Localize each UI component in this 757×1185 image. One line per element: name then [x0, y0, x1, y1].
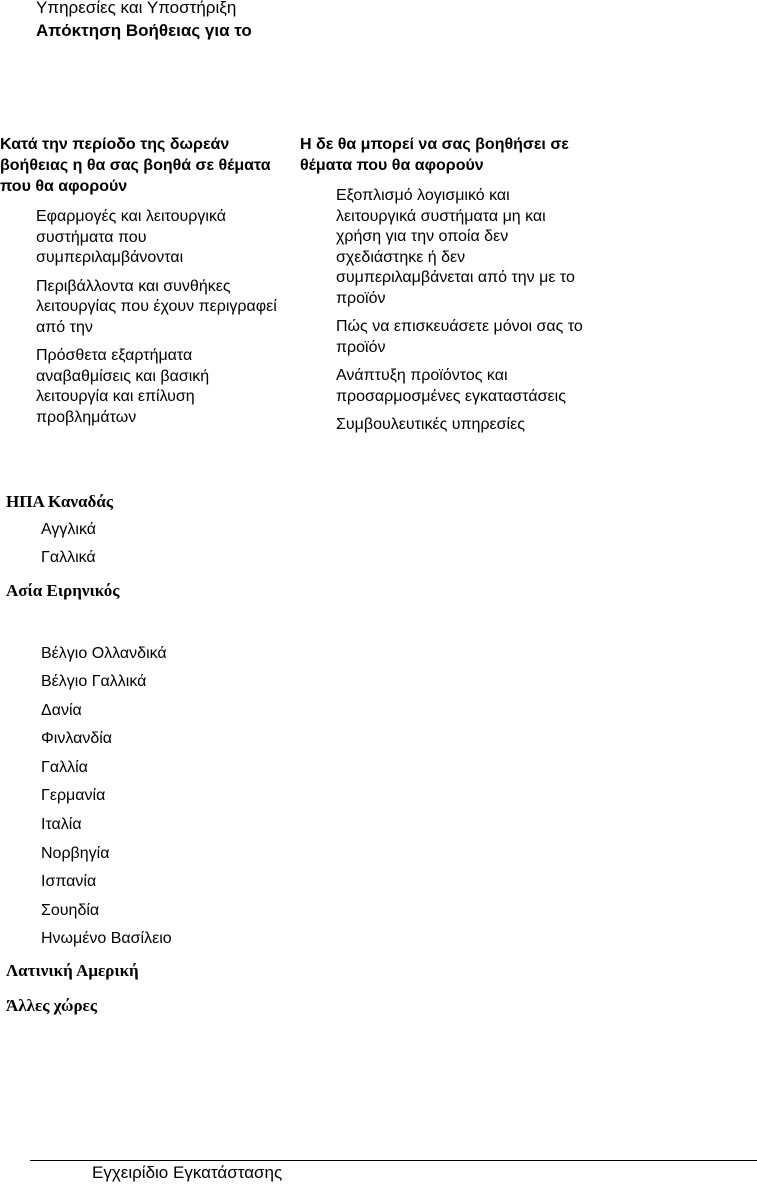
supported-topics-list — [0, 207, 285, 428]
country-belgium-french[interactable]: Βέλγιο Γαλλικά — [41, 673, 147, 690]
list-item: Εφαρμογές και λειτουργικά συστήματα που συμπεριλαμβάνονται — [36, 208, 226, 266]
supported-topics-column — [0, 134, 285, 436]
footer-title: Εγχειρίδιο Εγκατάστασης — [92, 1163, 283, 1182]
supported-topics-heading: Κατά την περίοδο της δωρεάν βοήθειας η θα σας βοηθά σε θέματα που θα αφορούν — [0, 136, 271, 195]
region-latin-america[interactable]: Λατινική Αμερική — [6, 961, 139, 980]
list-item: Ανάπτυξη προϊόντος και προσαρμοσμένες εγκαταστάσεις — [336, 367, 566, 405]
region-asia-pacific[interactable]: Ασία Ειρηνικός — [6, 581, 120, 600]
country-spain[interactable]: Ισπανία — [41, 873, 97, 890]
region-usa-canada[interactable]: ΗΠΑ Καναδάς — [6, 492, 113, 511]
country-france[interactable]: Γαλλία — [41, 759, 88, 776]
country-belgium-dutch[interactable]: Βέλγιο Ολλανδικά — [41, 645, 167, 662]
unsupported-topics-list — [300, 186, 590, 436]
country-denmark[interactable]: Δανία — [41, 702, 82, 719]
country-italy[interactable]: Ιταλία — [41, 816, 82, 833]
list-item: Πρόσθετα εξαρτήματα αναβαθμίσεις και βασική λειτουργία και επίλυση προβλημάτων — [36, 347, 210, 426]
language-english[interactable]: Αγγλικά — [41, 521, 96, 538]
list-item: Συμβουλευτικές υπηρεσίες — [336, 416, 525, 433]
country-sweden[interactable]: Σουηδία — [41, 902, 100, 919]
region-other-countries[interactable]: Άλλες χώρες — [6, 996, 97, 1015]
country-germany[interactable]: Γερμανία — [41, 787, 106, 804]
list-item: Περιβάλλοντα και συνθήκες λειτουργίας που έχουν περιγραφεί από την — [36, 277, 277, 336]
country-united-kingdom[interactable]: Ηνωμένο Βασίλειο — [41, 930, 172, 947]
section-title: Υπηρεσίες και Υποστήριξη — [36, 0, 237, 17]
unsupported-topics-heading: Η δε θα μπορεί να σας βοηθήσει σε θέματα που θα αφορούν — [300, 136, 569, 174]
list-item: Εξοπλισμό λογισμικό και λειτουργικά συστήματα μη και χρήση για την οποία δεν σχεδιάστηκε ή δεν συμπεριλαμβάνεται από την με το προϊόν — [336, 187, 575, 307]
unsupported-topics-column — [300, 134, 590, 444]
country-finland[interactable]: Φινλανδία — [41, 730, 113, 747]
footer-divider — [30, 1160, 757, 1161]
list-item: Πώς να επισκευάσετε μόνοι σας το προϊόν — [336, 318, 583, 356]
language-french[interactable]: Γαλλικά — [41, 549, 96, 566]
page-title: Απόκτηση Βοήθειας για το — [36, 21, 252, 40]
country-norway[interactable]: Νορβηγία — [41, 845, 110, 862]
